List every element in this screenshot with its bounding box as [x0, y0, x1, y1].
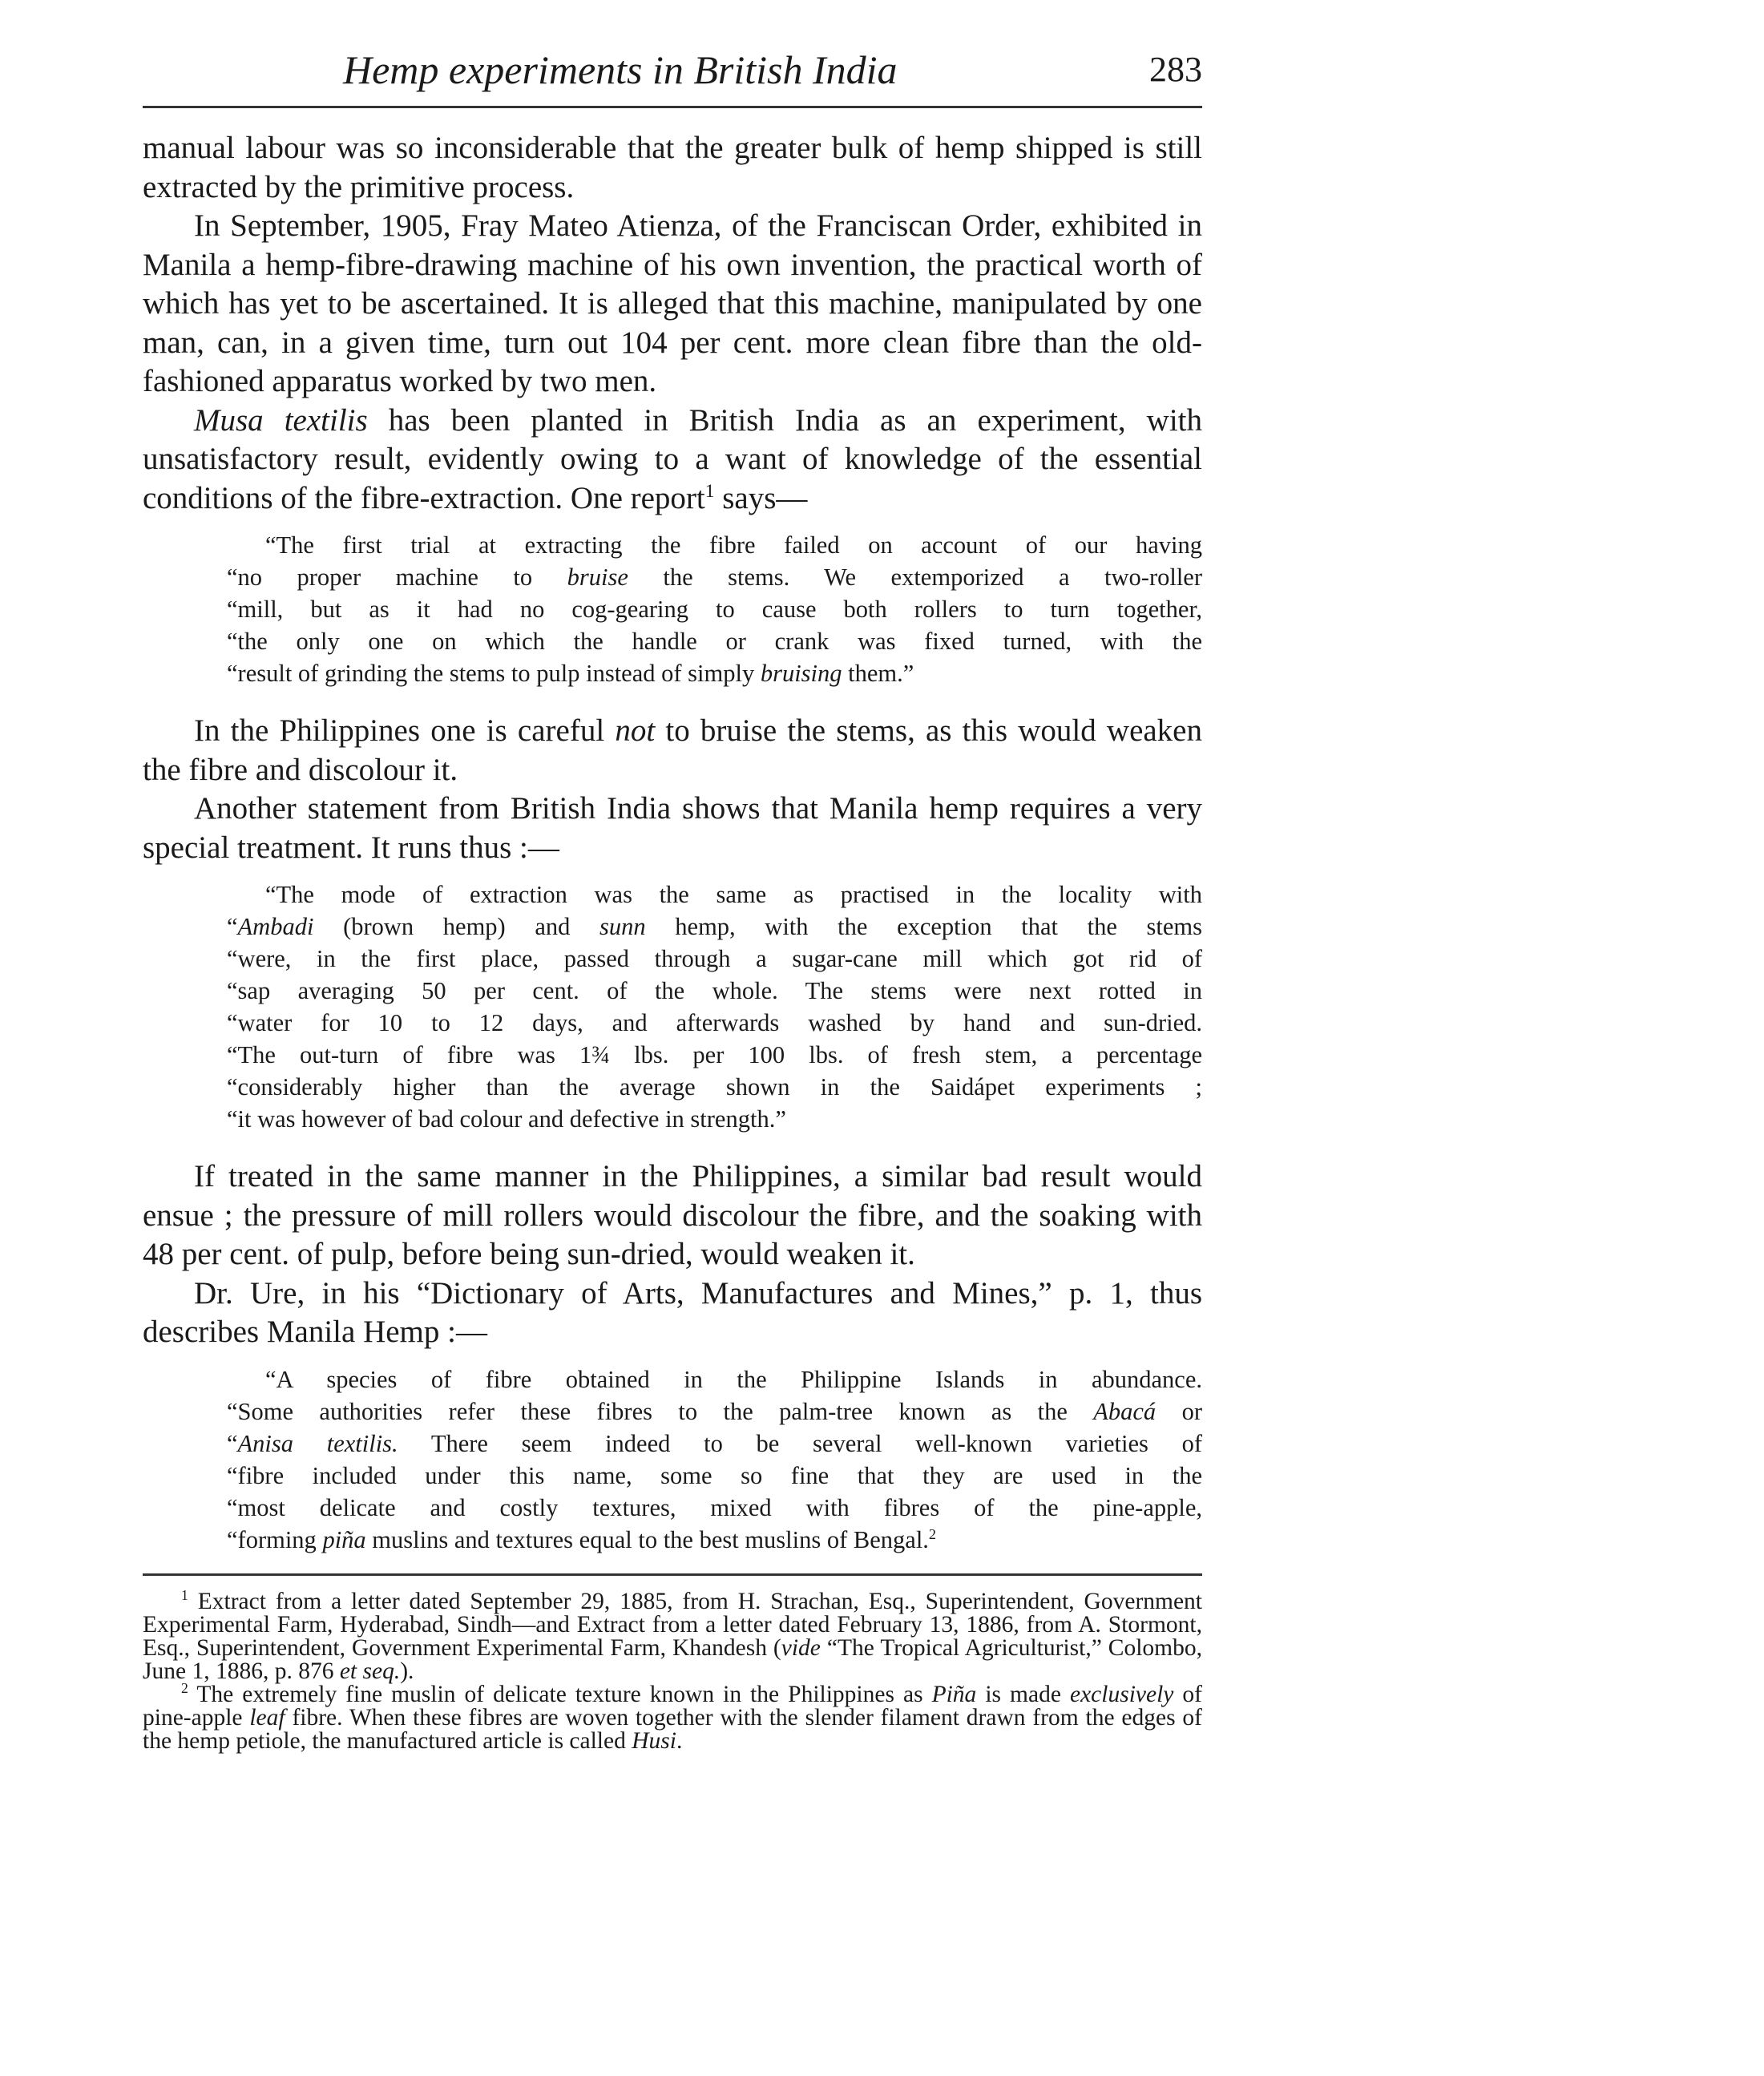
quote-line: “fibre included under this name, some so fine that they are used in the [227, 1461, 1202, 1489]
quote-line: “the only one on which the handle or crank was fixed turned, with the [227, 628, 1202, 655]
footnote-marker: 1 [181, 1586, 188, 1603]
running-header [143, 40, 1202, 99]
quote-line: “Ambadi (brown hemp) and sunn hemp, with the exception that the stems [227, 913, 1203, 940]
quote-2 [227, 878, 1202, 1135]
running-title: Hemp experiments in British India [343, 47, 898, 92]
quote-line: “mill, but as it had no cog-gearing to cause both rollers to turn together, [227, 596, 1202, 623]
paragraph-3-text: has been planted in British India as an experiment, with unsatisfactory result, evidently owing to a want of knowledge of the essential conditions of the fibre-extraction. One report [143, 402, 1202, 515]
footnote-ref-2: 2 [928, 1525, 937, 1542]
paragraph-3 [143, 402, 1202, 519]
header-rule [143, 106, 1202, 108]
quote-line: “sap averaging 50 per cent. of the whole. The stems were next rotted in [227, 977, 1202, 1004]
paragraph-6: If treated in the same manner in the Philippines, a similar bad result would ensue ; the pressure of mill rollers would discolour the fibre, and the soaking with 48 per cent. of pulp, before being sun-dried, would weaken it. [143, 1159, 1202, 1271]
quote-line: “no proper machine to bruise the stems. We extemporized a two-roller [227, 563, 1202, 591]
quote-line: “it was however of bad colour and defective in strength.” [227, 1105, 786, 1133]
quote-line: “result of grinding the stems to pulp instead of simply bruising them.” [227, 660, 914, 687]
quote-line: “A species of fibre obtained in the Philippine Islands in abundance. [265, 1365, 1202, 1393]
quote-line: “considerably higher than the average shown in the Saidápet experiments ; [227, 1073, 1202, 1101]
quote-line: “most delicate and costly textures, mixed with fibres of the pine-apple, [227, 1493, 1202, 1521]
footnote-rule [143, 1573, 1202, 1576]
page [143, 40, 1202, 1753]
quote-line: “Some authorities refer these fibres to the palm-tree known as the Abacá or [227, 1397, 1202, 1425]
quote-line: “The mode of extraction was the same as practised in the locality with [265, 881, 1202, 908]
footnote-marker: 2 [181, 1679, 188, 1696]
quote-3 [227, 1363, 1202, 1556]
quote-line: “The first trial at extracting the fibre failed on account of our having [265, 531, 1202, 559]
quote-line: “Anisa textilis. There seem indeed to be several well-known varieties of [227, 1429, 1202, 1457]
quote-1 [227, 529, 1202, 689]
paragraph-1: manual labour was so inconsiderable that the greater bulk of hemp shipped is still extracted by the primitive process. [143, 131, 1202, 204]
footnote-1: $^1$ Extract from a letter dated September 29, 1885, from H. Strachan, Esq., Superintendent, Government Experimental Farm, Hyderabad, Sindh—and Extract from a letter dated February 13, 1886, from A. Stormont, Esq., Superintendent, Government Experimental Farm, Khandesh (vide “The Tropical Agriculturist,” Colombo, June 1, 1886, p. 876 et seq.). [143, 1586, 1202, 1684]
quote-line: “forming piña muslins and textures equal to the best muslins of Bengal.$^2$ [227, 1525, 937, 1553]
paragraph-4: In the Philippines one is careful not to bruise the stems, as this would weaken the fibre and discolour it. [143, 713, 1202, 787]
footnote-ref-1: 1 [704, 480, 715, 502]
paragraph-5: Another statement from British India shows that Manila hemp requires a very special treatment. It runs thus :— [143, 791, 1202, 865]
paragraph-2: In September, 1905, Fray Mateo Atienza, of the Franciscan Order, exhibited in Manila a hemp-fibre-drawing machine of his own invention, the practical worth of which has yet to be ascertained. It is alleged that this machine, manipulated by one man, can, in a given time, turn out 104 per cent. more clean fibre than the old-fashioned apparatus worked by two men. [143, 208, 1202, 398]
footnotes [143, 1586, 1202, 1754]
quote-line: “water for 10 to 12 days, and afterwards washed by hand and sun-dried. [227, 1009, 1202, 1036]
quote-line: “The out-turn of fibre was 1¾ lbs. per 100 lbs. of fresh stem, a percentage [227, 1041, 1202, 1068]
paragraph-7: Dr. Ure, in his “Dictionary of Arts, Manufactures and Mines,” p. 1, thus describes Manila Hemp :— [143, 1275, 1202, 1349]
quote-line: “were, in the first place, passed through a sugar-cane mill which got rid of [227, 945, 1202, 972]
footnote-2: $^2$ The extremely fine muslin of delicate texture known in the Philippines as Piña is made exclusively of pine-apple leaf fibre. When these fibres are woven together with the slender filament drawn from the edges of the hemp petiole, the manufactured article is called Husi. [143, 1679, 1202, 1754]
species-name: Musa textilis [194, 402, 368, 438]
page-number: 283 [1149, 50, 1202, 89]
paragraph-3-after: says— [714, 480, 808, 515]
